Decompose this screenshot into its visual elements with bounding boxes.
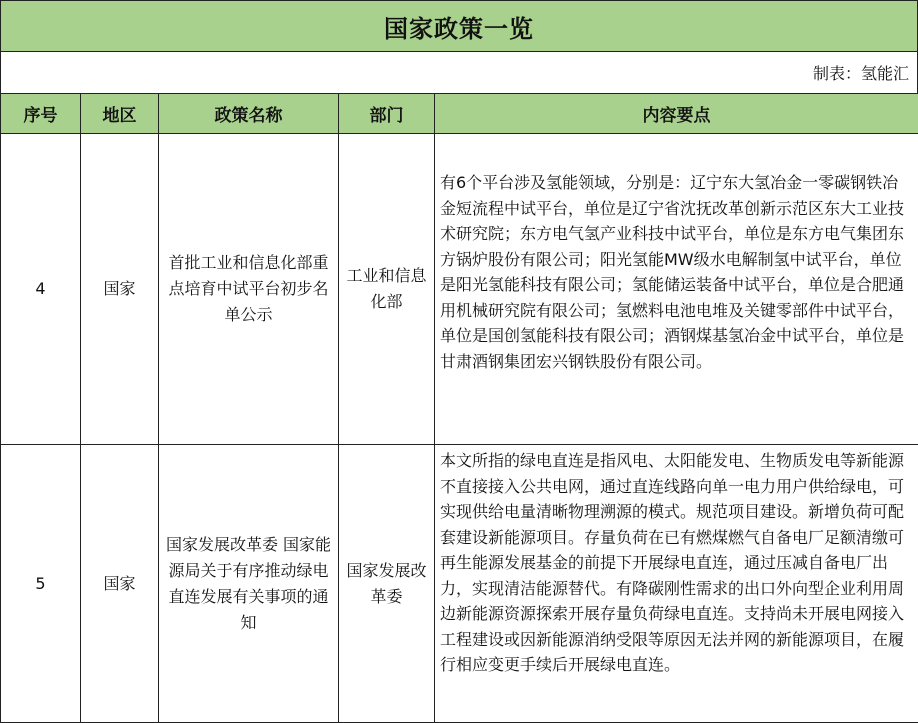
col-header-no: 序号 xyxy=(1,94,81,134)
cell-region: 国家 xyxy=(81,134,159,445)
cell-content: 本文所指的绿电直连是指风电、太阳能发电、生物质发电等新能源不直接接入公共电网，通过直连线路向单一电力用户供给绿电，可实现供给电量清晰物理溯源的模式。规范项目建设。新增负荷可配套建设新能源项目。存量负荷在已有燃煤燃气自备电厂足额清缴可再生能源发展基金的前提下开展绿电直连，通过压减自备电厂出力，实现清洁能源替代。有降碳刚性需求的出口外向型企业利用周边新能源资源探索开展存量负荷绿电直连。支持尚未开展电网接入工程建设或因新能源消纳受限等原因无法并网的新能源项目，在履行相应变更手续后开展绿电直连。 xyxy=(435,445,918,723)
col-header-content: 内容要点 xyxy=(435,94,918,134)
cell-no: 4 xyxy=(1,134,81,445)
cell-region: 国家 xyxy=(81,445,159,723)
cell-dept: 工业和信息化部 xyxy=(339,134,435,445)
col-header-dept: 部门 xyxy=(339,94,435,134)
maker-credit: 制表：氢能汇 xyxy=(0,52,918,93)
cell-dept: 国家发展改革委 xyxy=(339,445,435,723)
cell-policy: 国家发展改革委 国家能源局关于有序推动绿电直连发展有关事项的通知 xyxy=(159,445,339,723)
sheet-title: 国家政策一览 xyxy=(0,0,918,52)
table-row xyxy=(1,134,918,445)
table-row xyxy=(1,445,918,723)
header-row xyxy=(1,94,918,134)
policy-table xyxy=(0,93,918,723)
col-header-region: 地区 xyxy=(81,94,159,134)
cell-policy: 首批工业和信息化部重点培育中试平台初步名单公示 xyxy=(159,134,339,445)
cell-no: 5 xyxy=(1,445,81,723)
col-header-policy: 政策名称 xyxy=(159,94,339,134)
cell-content: 有6个平台涉及氢能领域，分别是：辽宁东大氢冶金一零碳钢铁冶金短流程中试平台，单位是辽宁省沈抚改革创新示范区东大工业技术研究院；东方电气氢产业科技中试平台，单位是东方电气集团东方锅炉股份有限公司；阳光氢能MW级水电解制氢中试平台，单位是阳光氢能科技有限公司；氢能储运装备中试平台，单位是合肥通用机械研究院有限公司；氢燃料电池电堆及关键零部件中试平台，单位是国创氢能科技有限公司；酒钢煤基氢冶金中试平台，单位是甘肃酒钢集团宏兴钢铁股份有限公司。 xyxy=(435,134,918,445)
